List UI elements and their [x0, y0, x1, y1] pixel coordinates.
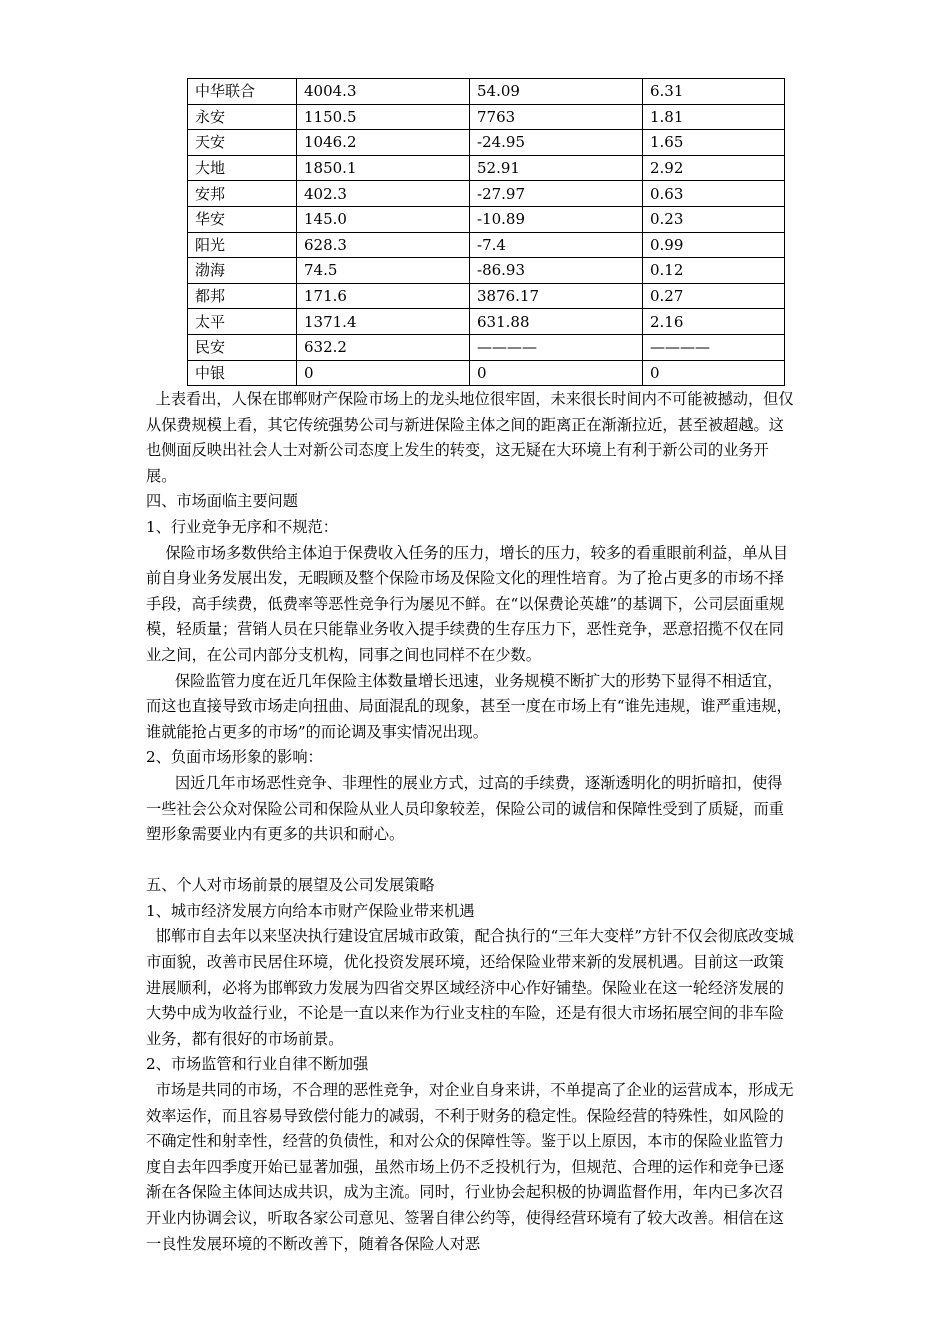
premium-cell: 628.3 — [297, 232, 470, 258]
paragraph-table-commentary: 上表看出，人保在邯郸财产保险市场上的龙头地位很牢固，未来很长时间内不可能被撼动，但仅从保费规模上看，其它传统强势公司与新进保险主体之间的距离正在渐渐拉近，甚至被超越。这也侧面反映出社会人士对新公司态度上发生的转变，这无疑在大环境上有利于新公司的业务开展。 — [146, 390, 794, 485]
market-share-cell: 1.81 — [643, 104, 785, 130]
table-row — [188, 130, 785, 156]
insurer-data-table — [187, 78, 785, 386]
market-share-cell: 1.65 — [643, 130, 785, 156]
company-cell: 中华联合 — [188, 79, 297, 105]
company-cell: 中银 — [188, 360, 297, 386]
table-row — [188, 283, 785, 309]
subheading-5-1: 1、城市经济发展方向给本市财产保险业带来机遇 — [146, 901, 475, 920]
premium-cell: 1850.1 — [297, 155, 470, 181]
paragraph-4-1-a: 保险市场多数供给主体迫于保费收入任务的压力，增长的压力，较多的看重眼前利益，单从目前自身业务发展出发，无暇顾及整个保险市场及保险文化的理性培育。为了抢占更多的市场不择手段，高手续费，低费率等恶性竞争行为屡见不鲜。在“以保费论英雄”的基调下，公司层面重规模，轻质量；营销人员在只能靠业务收入提手续费的生存压力下，恶性竞争，恶意招揽不仅在同业之间，在公司内部分支机构，同事之间也同样不在少数。 — [146, 543, 788, 664]
blank-line — [146, 848, 796, 874]
market-share-cell: 0.99 — [643, 232, 785, 258]
company-cell: 阳光 — [188, 232, 297, 258]
table-row — [188, 334, 785, 360]
premium-cell: 171.6 — [297, 283, 470, 309]
growth-rate-cell: ———— — [470, 334, 643, 360]
growth-rate-cell: -7.4 — [470, 232, 643, 258]
section-heading-5: 五、个人对市场前景的展望及公司发展策略 — [146, 876, 435, 895]
company-cell: 民安 — [188, 334, 297, 360]
growth-rate-cell: -24.95 — [470, 130, 643, 156]
growth-rate-cell: 3876.17 — [470, 283, 643, 309]
premium-cell: 1371.4 — [297, 309, 470, 335]
body-text — [146, 387, 796, 1257]
company-cell: 都邦 — [188, 283, 297, 309]
growth-rate-cell: -10.89 — [470, 206, 643, 232]
market-share-cell: 0.63 — [643, 181, 785, 207]
subheading-4-2: 2、负面市场形象的影响： — [146, 748, 323, 767]
market-share-cell: ———— — [643, 334, 785, 360]
market-share-cell: 0.12 — [643, 258, 785, 284]
premium-cell: 1046.2 — [297, 130, 470, 156]
premium-cell: 402.3 — [297, 181, 470, 207]
company-cell: 太平 — [188, 309, 297, 335]
company-cell: 安邦 — [188, 181, 297, 207]
table-row — [188, 206, 785, 232]
subheading-4-1: 1、行业竞争无序和不规范： — [146, 517, 338, 536]
premium-cell: 145.0 — [297, 206, 470, 232]
section-heading-4: 四、市场面临主要问题 — [146, 492, 298, 511]
table-row — [188, 181, 785, 207]
table-row — [188, 155, 785, 181]
table-row — [188, 309, 785, 335]
premium-cell: 0 — [297, 360, 470, 386]
growth-rate-cell: 52.91 — [470, 155, 643, 181]
paragraph-5-1: 邯郸市自去年以来坚决执行建设宜居城市政策，配合执行的“三年大变样”方针不仅会彻底改变城市面貌，改善市民居住环境，优化投资发展环境，还给保险业带来新的发展机遇。目前这一政策进展顺利，必将为邯郸致力发展为四省交界区域经济中心作好铺垫。保险业在这一轮经济发展的大势中成为收益行业，不论是一直以来作为行业支柱的车险，还是有很大市场拓展空间的非车险业务，都有很好的市场前景。 — [146, 927, 794, 1048]
table-row — [188, 104, 785, 130]
paragraph-5-2: 市场是共同的市场，不合理的恶性竞争，对企业自身来讲，不单提高了企业的运营成本，形成无效率运作，而且容易导致偿付能力的减弱，不利于财务的稳定性。保险经营的特殊性，如风险的不确定性和射幸性，经营的负债性，和对公众的保障性等。鉴于以上原因，本市的保险业监管力度自去年四季度开始已显著加强，虽然市场上仍不乏投机行为，但规范、合理的运作和竞争已逐渐在各保险主体间达成共识，成为主流。同时，行业协会起积极的协调监督作用，年内已多次召开业内协调会议，听取各家公司意见、签署自律公约等，使得经营环境有了较大改善。相信在这一良性发展环境的不断改善下，随着各保险人对恶 — [146, 1081, 794, 1253]
market-share-cell: 2.92 — [643, 155, 785, 181]
market-share-cell: 0.27 — [643, 283, 785, 309]
market-share-cell: 0 — [643, 360, 785, 386]
company-cell: 永安 — [188, 104, 297, 130]
market-share-cell: 0.23 — [643, 206, 785, 232]
premium-cell: 4004.3 — [297, 79, 470, 105]
table-body — [188, 79, 785, 386]
company-cell: 渤海 — [188, 258, 297, 284]
growth-rate-cell: 0 — [470, 360, 643, 386]
company-cell: 大地 — [188, 155, 297, 181]
premium-cell: 74.5 — [297, 258, 470, 284]
growth-rate-cell: 54.09 — [470, 79, 643, 105]
growth-rate-cell: -27.97 — [470, 181, 643, 207]
subheading-5-2: 2、市场监管和行业自律不断加强 — [146, 1055, 369, 1074]
table-row — [188, 79, 785, 105]
growth-rate-cell: -86.93 — [470, 258, 643, 284]
company-cell: 华安 — [188, 206, 297, 232]
growth-rate-cell: 631.88 — [470, 309, 643, 335]
paragraph-4-1-b: 保险监管力度在近几年保险主体数量增长迅速，业务规模不断扩大的形势下显得不相适宜，而这也直接导致市场走向扭曲、局面混乱的现象，甚至一度在市场上有“谁先违规，谁严重违规，谁就能抢占更多的市场”的而论调及事实情况出现。 — [146, 671, 792, 741]
table-row — [188, 232, 785, 258]
paragraph-4-2: 因近几年市场恶性竞争、非理性的展业方式，过高的手续费，逐渐透明化的明折暗扣，使得一些社会公众对保险公司和保险从业人员印象较差，保险公司的诚信和保障性受到了质疑，而重塑形象需要业内有更多的共识和耐心。 — [146, 773, 784, 844]
table-row — [188, 360, 785, 386]
market-share-cell: 6.31 — [643, 79, 785, 105]
company-cell: 天安 — [188, 130, 297, 156]
premium-cell: 632.2 — [297, 334, 470, 360]
premium-cell: 1150.5 — [297, 104, 470, 130]
growth-rate-cell: 7763 — [470, 104, 643, 130]
market-share-cell: 2.16 — [643, 309, 785, 335]
table-row — [188, 258, 785, 284]
